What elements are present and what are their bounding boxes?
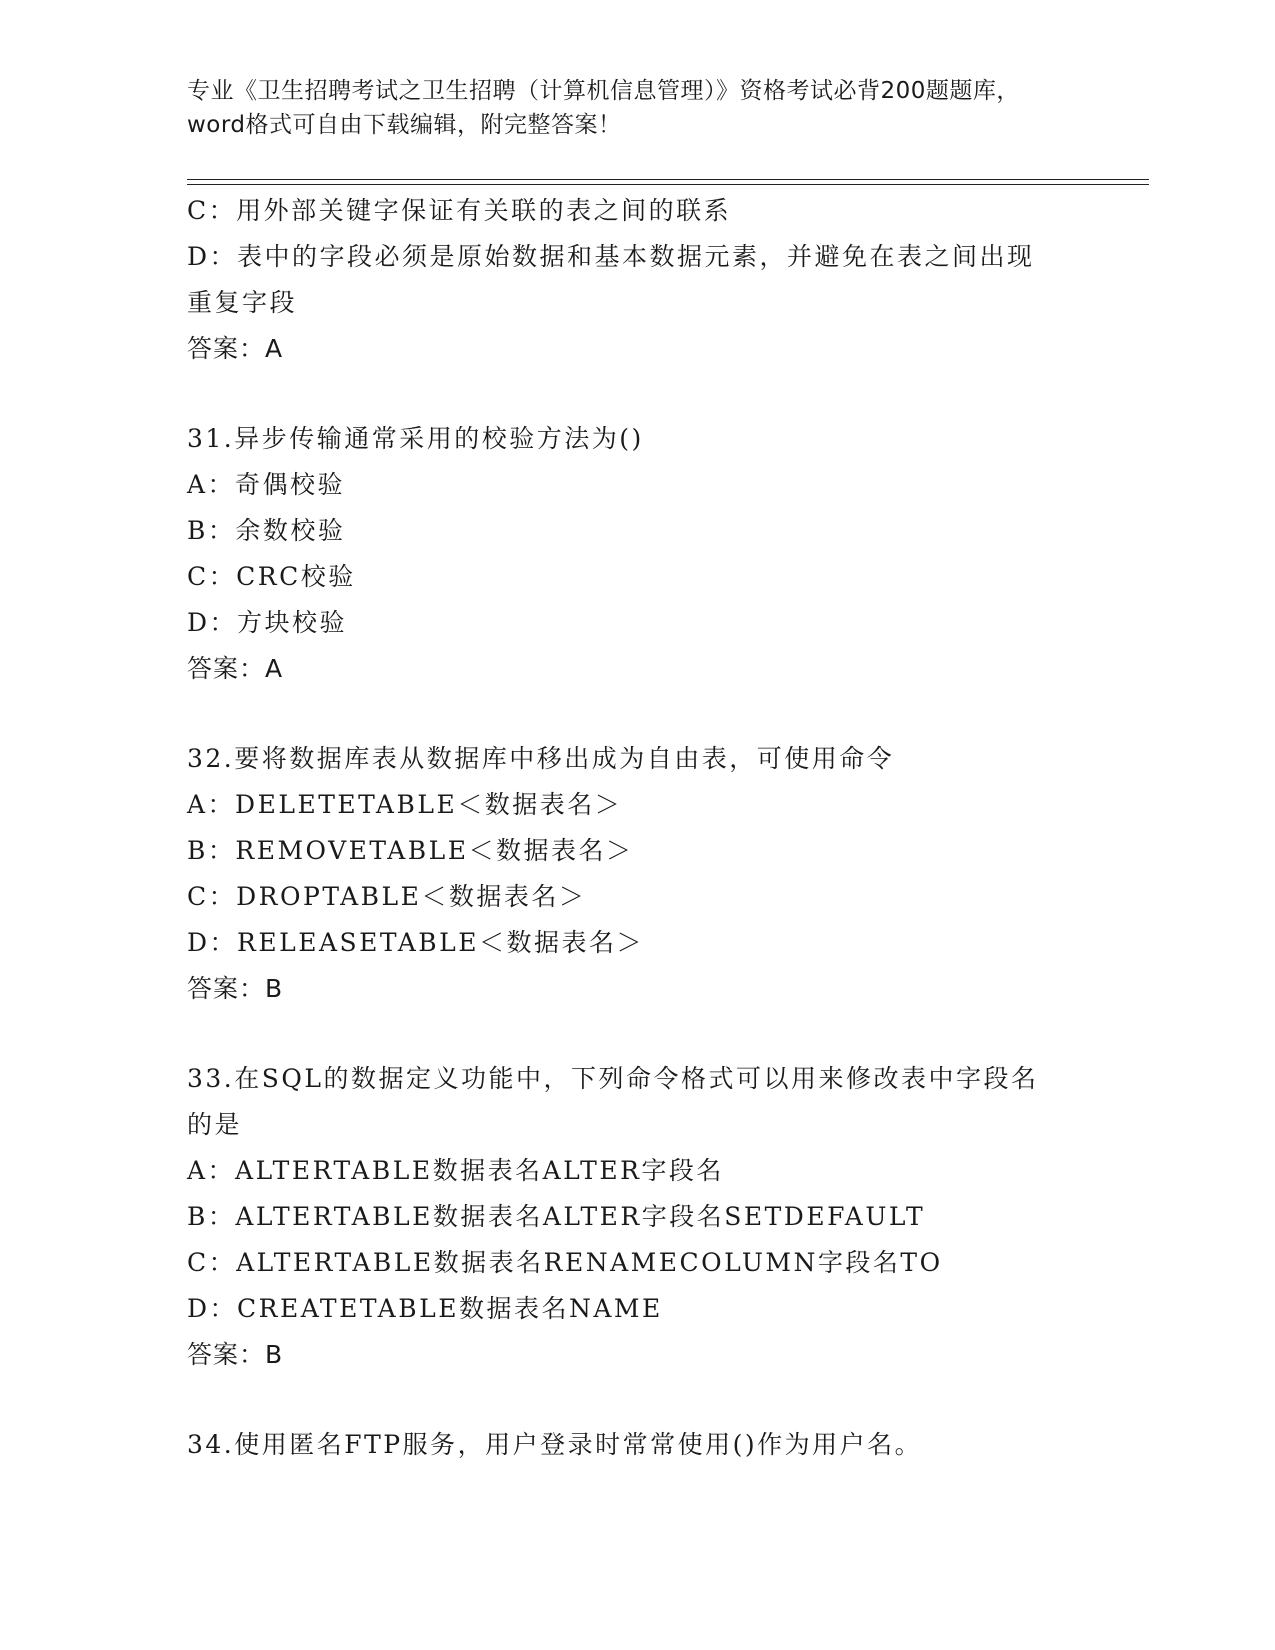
header-line-2: word格式可自由下载编辑，附完整答案！ [187, 112, 622, 138]
question-stem: 32.要将数据库表从数据库中移出成为自由表，可使用命令 [187, 744, 895, 773]
option-d: D：方块校验 [187, 608, 348, 637]
question-block-31 [187, 416, 1087, 692]
question-stem: 33.在SQL的数据定义功能中，下列命令格式可以用来修改表中字段名 [187, 1064, 1039, 1093]
question-block-33 [187, 1056, 1087, 1378]
question-stem-continued: 的是 [187, 1110, 243, 1139]
header-rule-top [187, 179, 1149, 180]
option-b: B：余数校验 [187, 516, 346, 545]
option-d-continued: 重复字段 [187, 288, 298, 317]
question-stem: 34.使用匿名FTP服务，用户登录时常常使用()作为用户名。 [187, 1430, 923, 1459]
question-block-34 [187, 1422, 1087, 1468]
option-b: B：REMOVETABLE＜数据表名＞ [187, 836, 634, 865]
document-header [187, 74, 1087, 142]
question-block-prev [187, 188, 1087, 372]
header-rule-bottom [187, 184, 1149, 185]
option-b: B：ALTERTABLE数据表名ALTER字段名SETDEFAULT [187, 1202, 926, 1231]
option-d: D：表中的字段必须是原始数据和基本数据元素，并避免在表之间出现 [187, 242, 1035, 271]
question-block-32 [187, 736, 1087, 1012]
answer-line: 答案：A [187, 654, 284, 683]
spacer [187, 692, 1087, 736]
option-c: C：DROPTABLE＜数据表名＞ [187, 882, 587, 911]
spacer [187, 1378, 1087, 1422]
question-stem: 31.异步传输通常采用的校验方法为() [187, 424, 644, 453]
answer-line: 答案：A [187, 334, 284, 363]
option-a: A：DELETETABLE＜数据表名＞ [187, 790, 623, 819]
spacer [187, 372, 1087, 416]
spacer [187, 1012, 1087, 1056]
option-c: C：CRC校验 [187, 562, 356, 591]
option-d: D：CREATETABLE数据表名NAME [187, 1294, 663, 1323]
answer-line: 答案：B [187, 1340, 284, 1369]
answer-line: 答案：B [187, 974, 284, 1003]
question-list [187, 188, 1087, 1468]
option-c: C：ALTERTABLE数据表名RENAMECOLUMN字段名TO [187, 1248, 943, 1277]
option-a: A：奇偶校验 [187, 470, 346, 499]
option-d: D：RELEASETABLE＜数据表名＞ [187, 928, 644, 957]
option-c: C：用外部关键字保证有关联的表之间的联系 [187, 196, 732, 225]
header-line-1: 专业《卫生招聘考试之卫生招聘（计算机信息管理）》资格考试必背200题题库， [187, 78, 1020, 104]
option-a: A：ALTERTABLE数据表名ALTER字段名 [187, 1156, 724, 1185]
